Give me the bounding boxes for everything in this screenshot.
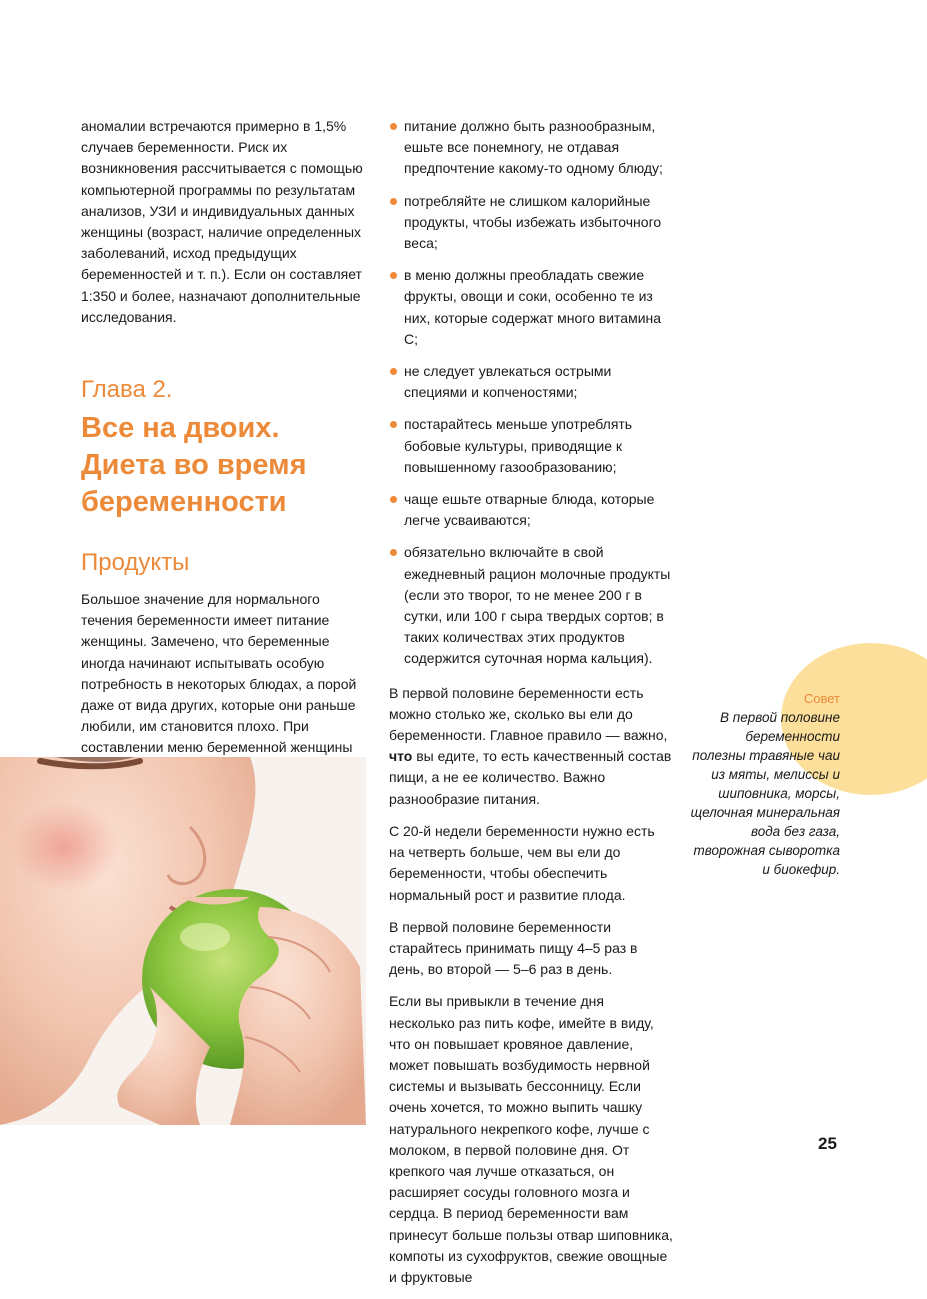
list-item: в меню должны преобладать свежие фрукты, овощи и соки, особенно те из них, которые содержат много витамина С; xyxy=(389,265,673,350)
bullet-icon xyxy=(390,368,397,375)
paragraph-week-20: С 20-й недели беременности нужно есть на четверть больше, чем вы ели до беременности, чтобы обеспечить нормальный рост и развитие плода. xyxy=(389,822,655,903)
diet-rules-list xyxy=(389,116,673,670)
section-paragraph: Большое значение для нормального течения беременности имеет питание женщины. Замечено, что беременные иногда начинают испытывать особую потребность в некоторых блюдах, а порой даже от вида других, которые они раньше любили, им становится плохо. При составлении меню беременной женщины xyxy=(81,591,357,756)
list-item: постарайтесь меньше употреблять бобовые культуры, приводящие к повышенному газообразованию; xyxy=(389,414,673,478)
photo-illustration xyxy=(0,757,366,1125)
paragraph-first-half: В первой половине беременности есть можно столько же, сколько вы ели до беременности. Главное правило — важно, что вы едите, то есть качественный состав пищи, а не ее количество. Важно разнообразие питания. xyxy=(389,684,672,807)
bullet-icon xyxy=(390,272,397,279)
bullet-icon xyxy=(390,198,397,205)
page-number: 25 xyxy=(818,1134,837,1153)
list-item: чаще ешьте отварные блюда, которые легче усваиваются; xyxy=(389,489,673,531)
bullet-icon xyxy=(390,123,397,130)
woman-eating-apple-photo xyxy=(0,757,366,1125)
list-item: обязательно включайте в свой ежедневный рацион молочные продукты (если это творог, то не менее 200 г в сутки, или 100 г сыра твердых сортов; в таких количествах этих продуктов содержится суточная норма кальция). xyxy=(389,542,673,669)
advice-sidebar xyxy=(690,689,840,879)
right-column xyxy=(389,116,673,1299)
advice-title: Совет xyxy=(803,691,840,706)
emphasis-what: что xyxy=(389,748,413,765)
chapter-number: Глава 2. xyxy=(81,376,173,404)
list-item: не следует увлекаться острыми специями и копченостями; xyxy=(389,361,673,403)
paragraph-coffee: Если вы привыкли в течение дня несколько раз пить кофе, имейте в виду, что он повышает кровяное давление, может повышать возбудимость нервной системы и вызывать бессонницу. Если очень хочется, то можно выпить чашку натурального некрепкого кофе, лучше с молоком, в первой половине дня. От крепкого чая лучше отказаться, он расширяет сосуды головного мозга и сердца. В период беременности вам принесут больше пользы отвар шиповника, компоты из сухофруктов, свежие овощные и фруктовые xyxy=(389,993,673,1285)
advice-text: В первой половине беременности полезны травяные чаи из мяты, мелиссы и шиповника, морсы, щелочная минеральная вода без газа, творожная сыворотка и биокефир. xyxy=(690,710,840,877)
paragraph-meals-per-day: В первой половине беременности старайтесь принимать пищу 4–5 раз в день, во второй — 5–6 раз в день. xyxy=(389,918,638,978)
list-item: питание должно быть разнообразным, ешьте все понемногу, не отдавая предпочтение какому-то одному блюду; xyxy=(389,116,673,180)
chapter-title: Все на двоих. Диета во время беременности xyxy=(81,412,307,519)
bullet-icon xyxy=(390,549,397,556)
bullet-icon xyxy=(390,421,397,428)
section-title: Продукты xyxy=(81,549,190,577)
bullet-icon xyxy=(390,496,397,503)
intro-paragraph: аномалии встречаются примерно в 1,5% случаев беременности. Риск их возникновения рассчитывается с помощью компьютерной программы по результатам анализов, УЗИ и индивидуальных данных женщины (возраст, наличие определенных заболеваний, исход предыдущих беременностей и т. п.). Если он составляет 1:350 и более, назначают дополнительные исследования. xyxy=(81,118,363,325)
list-item: потребляйте не слишком калорийные продукты, чтобы избежать избыточного веса; xyxy=(389,191,673,255)
left-column xyxy=(81,116,364,801)
